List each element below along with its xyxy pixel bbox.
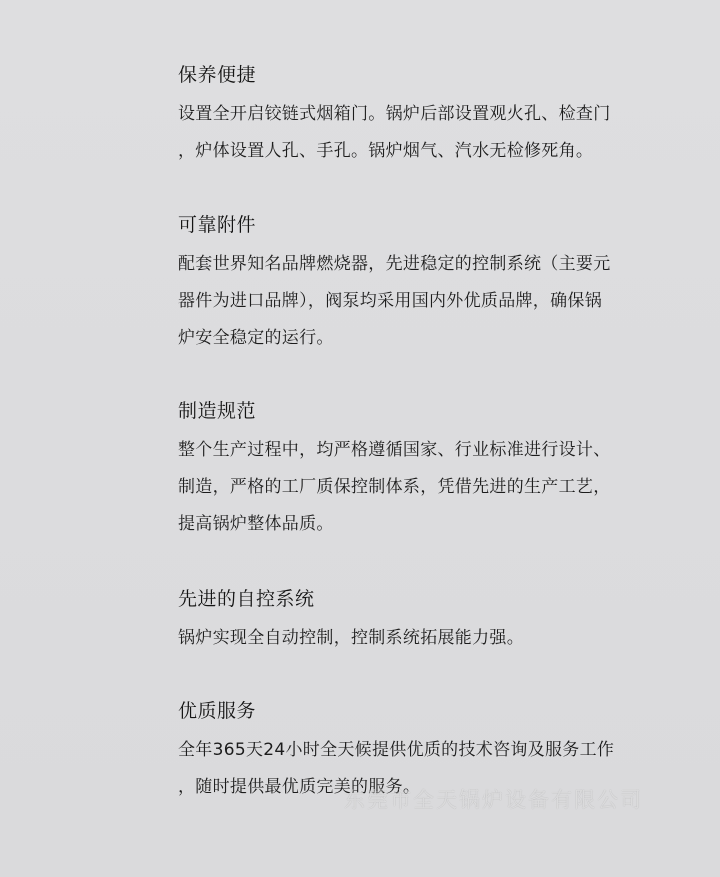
company-watermark: 东莞市全天锅炉设备有限公司 xyxy=(344,788,643,812)
section-manufacturing-standards xyxy=(178,398,648,543)
section-body xyxy=(178,620,648,657)
body-line: 器件为进口品牌），阀泵均采用国内外优质品牌，确保锅 xyxy=(178,291,602,311)
body-line: 制造，严格的工厂质保控制体系，凭借先进的生产工艺， xyxy=(178,477,611,497)
body-line: ，炉体设置人孔、手孔。锅炉烟气、汽水无检修死角。 xyxy=(178,141,594,161)
section-maintenance xyxy=(178,62,648,170)
section-body xyxy=(178,246,648,357)
section-title: 可靠附件 xyxy=(178,214,257,236)
section-title: 保养便捷 xyxy=(178,64,257,86)
body-line: 全年365天24小时全天候提供优质的技术咨询及服务工作 xyxy=(178,740,615,760)
section-body xyxy=(178,96,648,170)
body-line: 配套世界知名品牌燃烧器，先进稳定的控制系统（主要元 xyxy=(178,254,611,274)
section-body xyxy=(178,432,648,543)
section-title: 优质服务 xyxy=(178,700,257,722)
section-title: 制造规范 xyxy=(178,400,257,422)
body-line: 提高锅炉整体品质。 xyxy=(178,514,334,534)
section-auto-control xyxy=(178,586,648,657)
section-reliable-accessories xyxy=(178,212,648,357)
section-title: 先进的自控系统 xyxy=(178,588,315,610)
body-line: 炉安全稳定的运行。 xyxy=(178,328,334,348)
body-line: 锅炉实现全自动控制，控制系统拓展能力强。 xyxy=(178,628,524,648)
body-line: 设置全开启铰链式烟箱门。锅炉后部设置观火孔、检查门 xyxy=(178,104,611,124)
body-line: 整个生产过程中，均严格遵循国家、行业标准进行设计、 xyxy=(178,440,611,460)
body-line: ，随时提供最优质完美的服务。 xyxy=(178,777,421,797)
